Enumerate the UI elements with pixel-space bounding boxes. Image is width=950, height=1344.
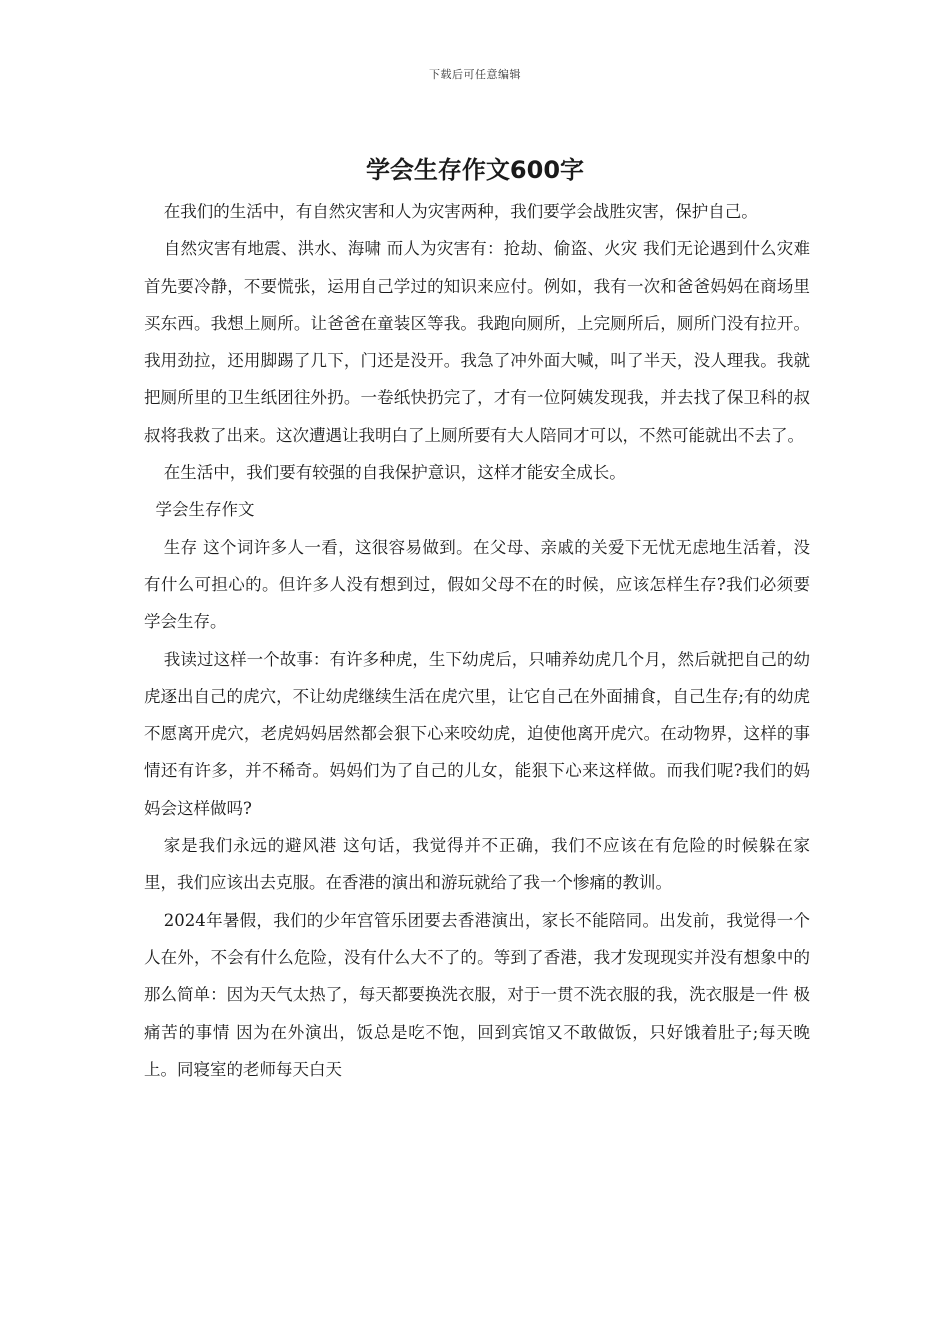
document-body bbox=[144, 193, 810, 1088]
header-note: 下载后可任意编辑 bbox=[429, 68, 521, 81]
paragraph: 在生活中，我们要有较强的自我保护意识，这样才能安全成长。 bbox=[163, 463, 626, 483]
section-subtitle: 学会生存作文 bbox=[155, 500, 255, 520]
paragraph: 2024年暑假，我们的少年宫管乐团要去香港演出，家长不能陪同。出发前，我觉得一个人在外，不会有什么危险，没有什么大不了的。等到了香港，我才发现现实并没有想象中的那么简单：因为天气太热了，每天都要换洗衣服，对于一贯不洗衣服的我，洗衣服是一件 极痛苦的事情 因为在外演出，饭总是吃不饱，回到宾馆又不敢做饭，只好饿着肚子;每天晚上。同寝室的老师每天白天 bbox=[144, 910, 810, 1079]
document-title: 学会生存作文600字 bbox=[365, 156, 585, 184]
paragraph: 我读过这样一个故事：有许多种虎，生下幼虎后，只哺养幼虎几个月，然后就把自己的幼虎逐出自己的虎穴，不让幼虎继续生活在虎穴里，让它自己在外面捕食，自己生存;有的幼虎不愿离开虎穴，老虎妈妈居然都会狠下心来咬幼虎，迫使他离开虎穴。在动物界，这样的事情还有许多，并不稀奇。妈妈们为了自己的儿女，能狠下心来这样做。而我们呢?我们的妈妈会这样做吗? bbox=[144, 649, 810, 818]
paragraph: 家是我们永远的避风港 这句话，我觉得并不正确，我们不应该在有危险的时候躲在家里，我们应该出去克服。在香港的演出和游玩就给了我一个惨痛的教训。 bbox=[144, 836, 810, 893]
paragraph: 生存 这个词许多人一看，这很容易做到。在父母、亲戚的关爱下无忧无虑地生活着，没有什么可担心的。但许多人没有想到过，假如父母不在的时候，应该怎样生存?我们必须要学会生存。 bbox=[144, 537, 810, 632]
paragraph: 在我们的生活中，有自然灾害和人为灾害两种，我们要学会战胜灾害，保护自己。 bbox=[163, 202, 758, 221]
paragraph: 自然灾害有地震、洪水、海啸 而人为灾害有：抢劫、偷盗、火灾 我们无论遇到什么灾难首先要冷静，不要慌张，运用自己学过的知识来应付。例如，我有一次和爸爸妈妈在商场里买东西。我想上厕所。让爸爸在童装区等我。我跑向厕所，上完厕所后，厕所门没有拉开。我用劲拉，还用脚踢了几下，门还是没开。我急了冲外面大喊，叫了半天，没人理我。我就把厕所里的卫生纸团往外扔。一卷纸快扔完了，才有一位阿姨发现我，并去找了保卫科的叔叔将我救了出来。这次遭遇让我明白了上厕所要有大人陪同才可以，不然可能就出不去了。 bbox=[144, 239, 810, 445]
